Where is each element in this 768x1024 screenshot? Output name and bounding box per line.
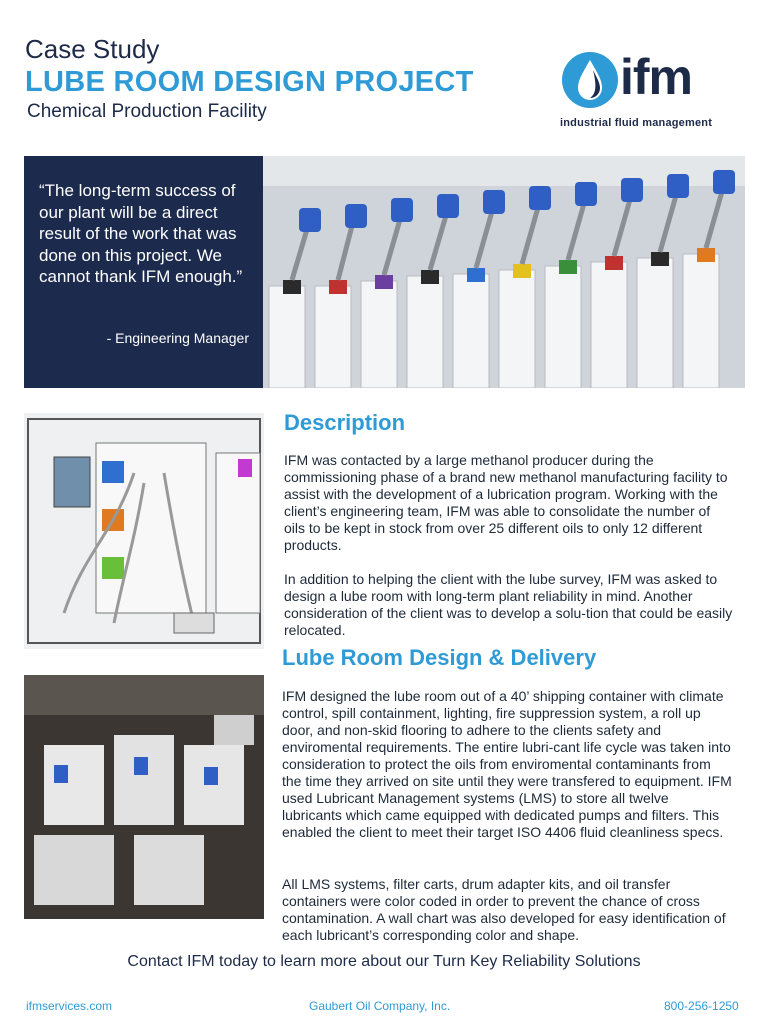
logo-wordmark: ifm [620, 49, 692, 105]
logo-tagline: industrial fluid management [560, 117, 713, 129]
drop-logo-icon [560, 50, 620, 110]
description-paragraph-1: IFM was contacted by a large methanol producer during the commissioning phase of a brand new methanol manufacturing facility to assist with the development of a lubrication program. Working with the client’s engineering team, IFM was able to consolidate the number of oils to be kept in stock from over 25 different oils to only 12 different products. [284, 452, 728, 553]
quote-panel [24, 156, 263, 388]
lube-room-paragraph-2: All LMS systems, filter carts, drum adapter kits, and oil transfer containers were color coded in order to prevent the chance of cross contamination. A wall chart was also developed for easy identification of each lubricant’s corresponding color and shape. [282, 876, 726, 943]
footer-company: Gaubert Oil Company, Inc. [309, 999, 451, 1013]
description-heading: Description [284, 410, 406, 435]
testimonial-quote: “The long-term success of our plant will be a direct result of the work that was done on this project. We cannot thank IFM enough.” [39, 181, 243, 287]
description-paragraph-2: In addition to helping the client with the lube survey, IFM was asked to design a lube room with long-term plant reliability in mind. Another consideration of the client was to develop a solu-tion that could be easily relocated. [284, 571, 733, 638]
lube-room-heading: Lube Room Design & Delivery [282, 645, 597, 670]
lube-room-interior-photo [24, 675, 264, 919]
page-subtitle: Chemical Production Facility [27, 101, 267, 122]
lube-room-rendering [24, 413, 264, 649]
page-title: LUBE ROOM DESIGN PROJECT [25, 66, 474, 98]
case-study-kicker: Case Study [25, 34, 160, 64]
quote-attribution: - Engineering Manager [106, 330, 249, 346]
ifm-logo [560, 48, 735, 138]
call-to-action: Contact IFM today to learn more about our Turn Key Reliability Solutions [127, 953, 641, 970]
footer-website-link[interactable]: ifmservices.com [26, 999, 113, 1013]
lubricant-containers-photo [263, 156, 745, 388]
lube-room-paragraph-1: IFM designed the lube room out of a 40’ shipping container with climate control, spill containment, lighting, fire suppression system, a roll up door, and non-skid flooring to adhere to the clients safety and enviromental requirements. The entire lubri-cant life cycle was taken into consideration to protect the oils from enviromental contaminants from the time they arrived on site until they were transfered to equipment. IFM used Lubricant Management systems (LMS) to store all twelve lubricants which came equipped with dedicated pumps and filters. This enabled the client to meet their target ISO 4406 fluid cleanliness specs. [282, 688, 732, 840]
footer-phone[interactable]: 800-256-1250 [664, 999, 739, 1013]
